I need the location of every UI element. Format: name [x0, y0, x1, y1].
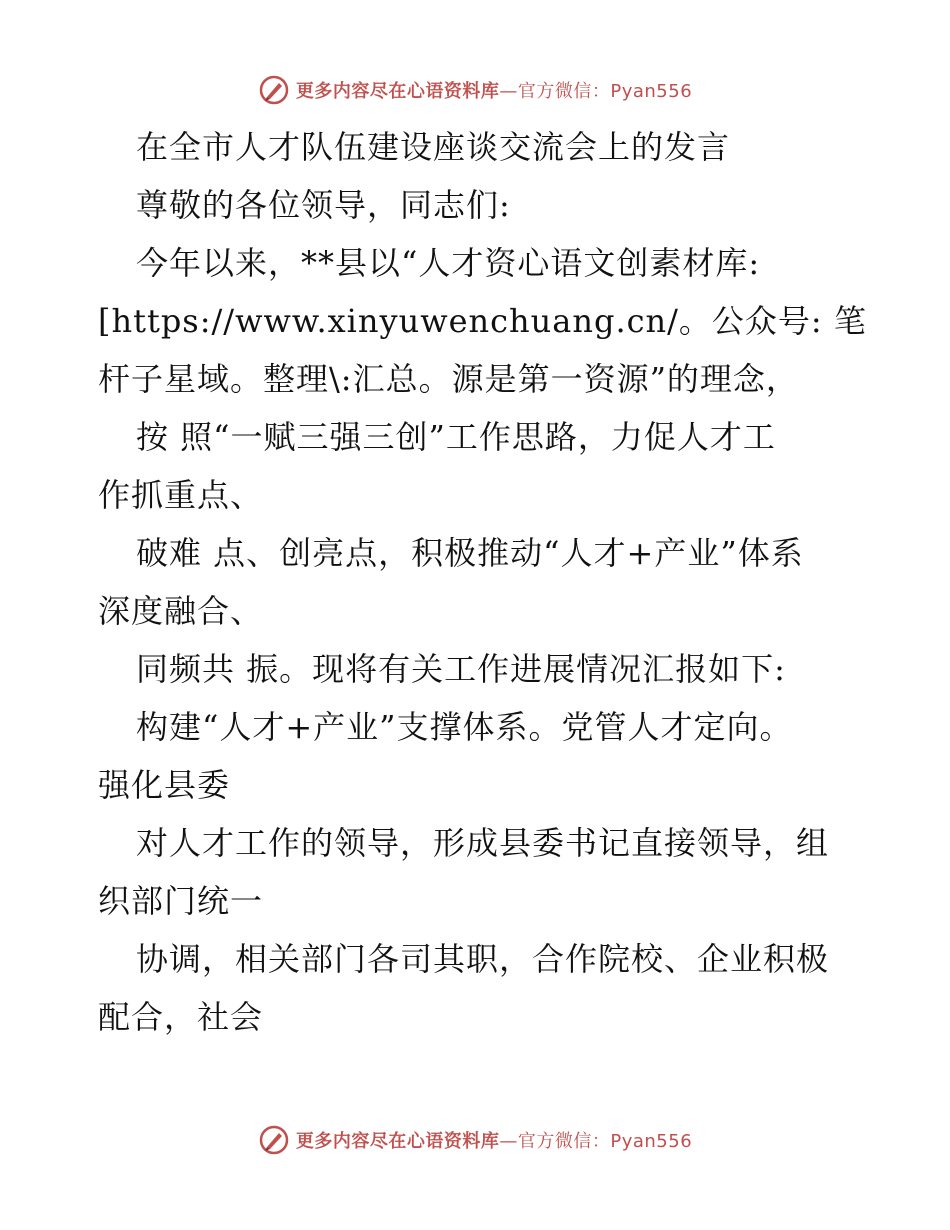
banner-text — [296, 77, 692, 103]
document-body — [98, 118, 867, 1046]
paragraph-line: 杆子星域。整理\:汇总。源是第一资源”的理念， — [98, 360, 799, 398]
paragraph-line: 协调，相关部门各司其职，合作院校、企业积极 — [136, 940, 830, 978]
document-title: 在全市人才队伍建设座谈交流会上的发言 — [136, 128, 731, 166]
paragraph-line: 同频共 振。现将有关工作进展情况汇报如下: — [136, 650, 786, 688]
banner-wechat-id: Pyan556 — [610, 81, 693, 102]
pen-logo-icon — [258, 74, 290, 106]
banner-dash: — — [499, 81, 518, 102]
banner-wechat-label: 官方微信： — [517, 81, 611, 102]
paragraph-line: 对人才工作的领导，形成县委书记直接领导，组 — [136, 824, 830, 862]
paragraph-line: 配合，社会 — [98, 998, 264, 1036]
paragraph-line: 强化县委 — [98, 766, 231, 804]
pen-logo-icon — [258, 1124, 290, 1156]
paragraph-line: 按 照“一赋三强三创”工作思路，力促人才工 — [136, 418, 776, 456]
banner-wechat-id: Pyan556 — [610, 1131, 693, 1152]
paragraph-line: 破难 点、创亮点，积极推动“人才+产业”体系 — [136, 534, 804, 572]
salutation: 尊敬的各位领导，同志们: — [136, 186, 511, 224]
paragraph-line: 织部门统一 — [98, 882, 264, 920]
footer-banner — [0, 1122, 950, 1158]
header-banner — [0, 72, 950, 108]
banner-wechat-label: 官方微信： — [517, 1131, 611, 1152]
paragraph-line: 深度融合、 — [98, 592, 264, 630]
paragraph-line: 今年以来，**县以“人才资心语文创素材库: — [136, 244, 761, 282]
banner-dash: — — [499, 1131, 518, 1152]
banner-text — [296, 1127, 692, 1153]
paragraph-line: [https://www.xinyuwenchuang.cn/。公众号: 笔 — [98, 302, 867, 340]
banner-main-text: 更多内容尽在心语资料库 — [295, 1131, 500, 1152]
paragraph-line: 作抓重点、 — [98, 476, 264, 514]
banner-main-text: 更多内容尽在心语资料库 — [295, 81, 500, 102]
paragraph-line: 构建“人才+产业”支撑体系。党管人才定向。 — [136, 708, 793, 746]
